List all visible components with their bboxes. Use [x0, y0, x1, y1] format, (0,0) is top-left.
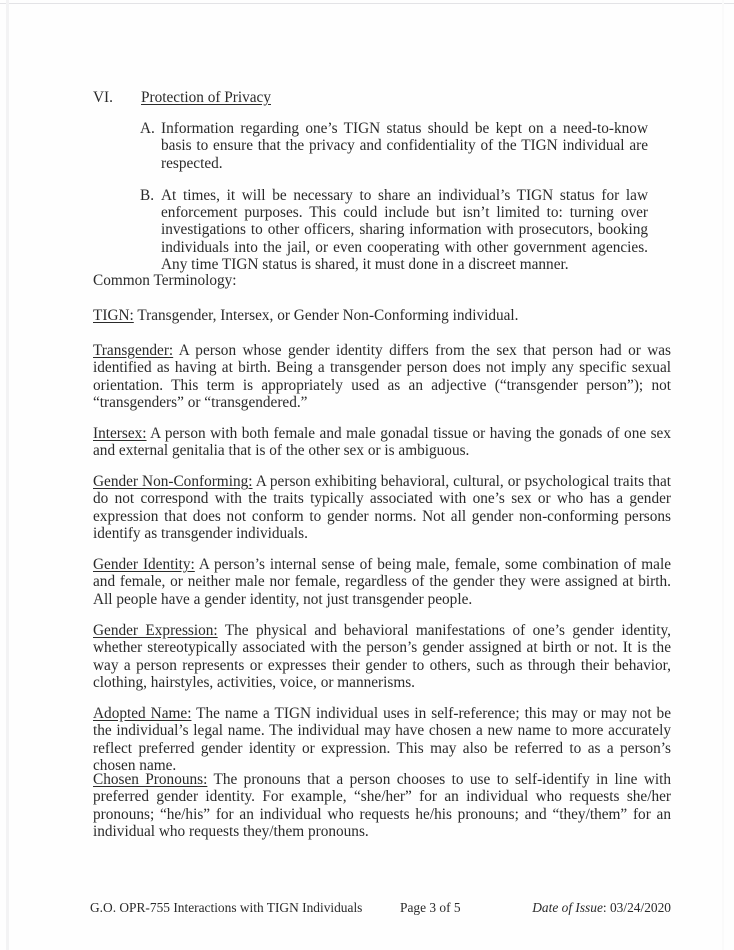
definition-term: Transgender:: [93, 342, 174, 359]
sub-item-marker: A.: [140, 120, 155, 137]
definition-text: The pronouns that a person chooses to use to self-identify in line with preferred gender identity. For example, “she/her” for an individual who requests she/her pronouns; “he/his” for an individual who requests he/his pronouns; and “they/them” for an individual who requests they/them pronouns.: [93, 771, 672, 840]
definition-text: A person exhibiting behavioral, cultural, or psychological traits that do not correspond with the traits typically associated with one’s sex or who has a gender expression that does not conform to gender norms. Not all gender non-conforming persons identify as transgender individuals.: [93, 473, 672, 542]
definition-text: The physical and behavioral manifestations of one’s gender identity, whether stereotypically associated with the person’s gender assigned at birth or not. It is the way a person represents or expresses their gender to others, such as through their behavior, clothing, hairstyles, activities, voice, or mannerisms.: [93, 622, 671, 691]
footer-date-of-issue: [532, 900, 671, 916]
footer-page-number: Page 3 of 5: [400, 900, 461, 915]
scan-artifact-left-band: [6, 0, 9, 950]
sub-item-text: At times, it will be necessary to share an individual’s TIGN status for law enforcement purposes. This could include but isn’t limited to: turning over investigations to other officers, sharing information with prosecutors, booking individuals into the jail, or even cooperating with other government agencies. Any time TIGN status is shared, it must done in a discreet manner.: [161, 186, 648, 274]
page-footer: [0, 900, 734, 922]
terminology-heading: Common Terminology:: [93, 272, 237, 289]
definition-chosen-pronouns: [93, 771, 671, 840]
sub-item: [140, 120, 648, 172]
definition-gender-non-conforming: [93, 473, 671, 542]
definition-gender-identity: [93, 556, 671, 608]
definition-term: Adopted Name:: [93, 705, 192, 722]
footer-date-label: Date of Issue: [532, 900, 603, 915]
definition-intersex: [93, 425, 671, 460]
definition-transgender: [93, 342, 671, 411]
footer-date-value: : 03/24/2020: [602, 900, 671, 915]
scan-artifact-top-line: [0, 3, 734, 4]
section-numeral: VI.: [93, 89, 113, 106]
sub-item: [140, 187, 648, 273]
sub-item-text: Information regarding one’s TIGN status should be kept on a need-to-know basis to ensure that the privacy and confidentiality of the TIGN individual are respected.: [161, 120, 648, 172]
definition-term: Gender Non-Conforming:: [93, 473, 253, 490]
definition-term: Gender Identity:: [93, 556, 195, 573]
definition-tign: [93, 307, 671, 324]
definition-text: A person’s internal sense of being male, female, some combination of male and female, or neither male nor female, regardless of the gender they were assigned at birth. All people have a gender identity, not just transgender people.: [93, 556, 672, 608]
definition-term: Chosen Pronouns:: [93, 771, 208, 788]
definition-term: Gender Expression:: [93, 622, 218, 639]
section-heading: [93, 88, 673, 108]
definition-text: Transgender, Intersex, or Gender Non-Conforming individual.: [133, 307, 519, 324]
scan-artifact-right-band: [722, 0, 724, 950]
definition-gender-expression: [93, 622, 671, 691]
definition-adopted-name: [93, 705, 671, 774]
definition-term: TIGN:: [93, 307, 134, 324]
section-sub-items: [140, 120, 648, 288]
definition-text: The name a TIGN individual uses in self-reference; this may or may not be the individual’s legal name. The individual may have chosen a new name to more accurately reflect preferred gender identity or expression. This may also be referred to as a person’s chosen name.: [93, 705, 671, 774]
footer-document-id: G.O. OPR-755 Interactions with TIGN Individuals: [90, 900, 363, 915]
definition-text: A person with both female and male gonadal tissue or having the gonads of one sex and external genitalia that is of the other sex or is ambiguous.: [93, 425, 671, 460]
section-title: Protection of Privacy: [141, 89, 271, 106]
sub-item-marker: B.: [140, 186, 155, 204]
definition-text: A person whose gender identity differs from the sex that person had or was identified as having at birth. Being a transgender person does not imply any specific sexual orientation. This term is appropriately used as an adjective (“transgender person”); not “transgenders” or “transgendered.”: [93, 342, 671, 411]
definition-term: Intersex:: [93, 425, 147, 442]
